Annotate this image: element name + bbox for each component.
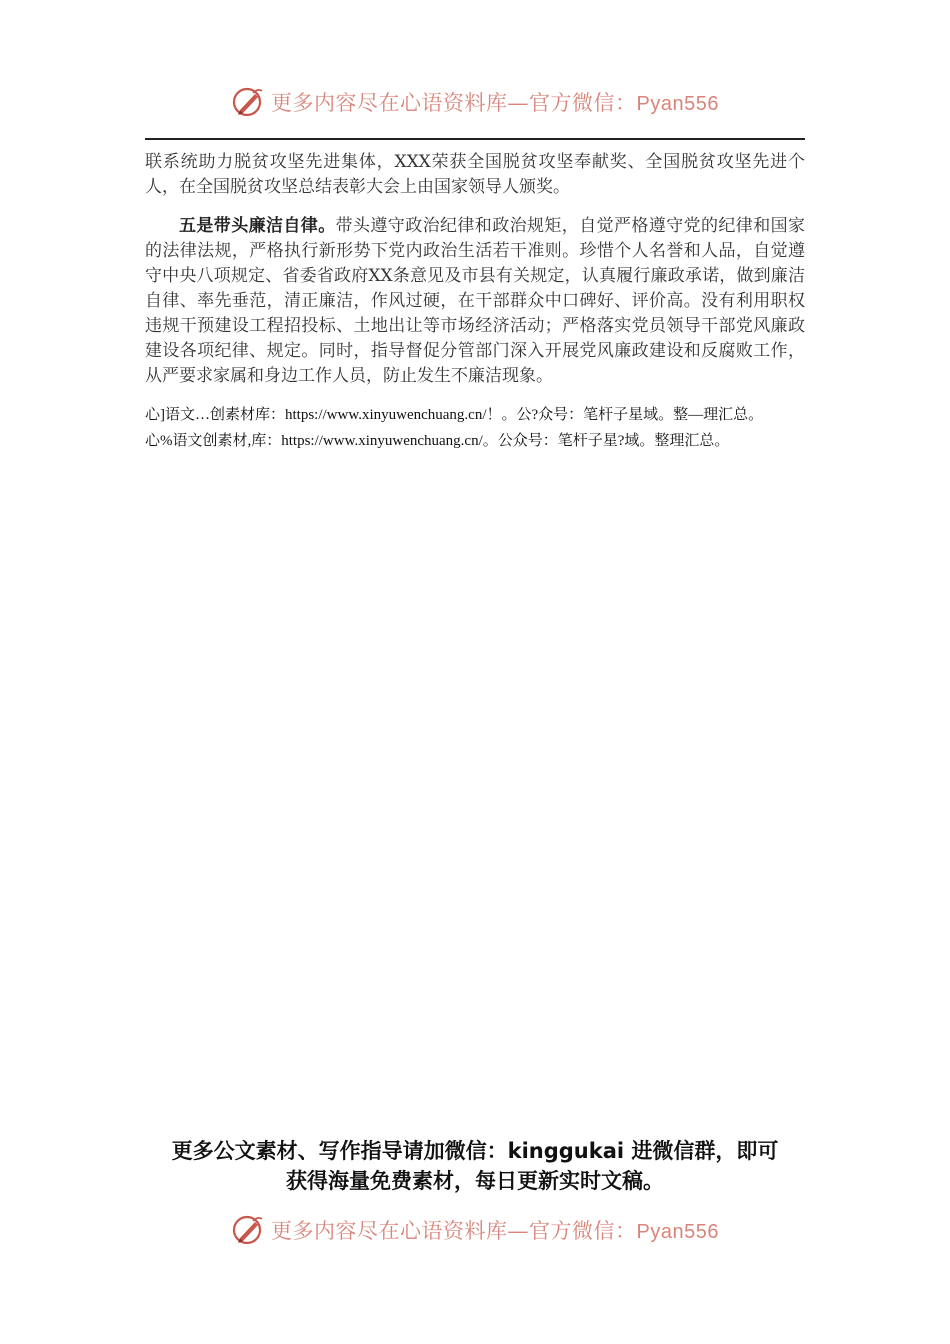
footer-promo <box>145 1136 805 1196</box>
document-body <box>145 150 805 453</box>
footer-wechat-id: Pyan556 <box>636 1221 719 1243</box>
wechat-id: Pyan556 <box>636 93 719 115</box>
pen-logo-icon <box>231 1213 265 1247</box>
header-banner <box>0 82 950 122</box>
pen-logo-icon <box>231 85 265 119</box>
paragraph-1: 联系统助力脱贫攻坚先进集体，XXX荣获全国脱贫攻坚奉献奖、全国脱贫攻坚先进个人，在全国脱贫攻坚总结表彰大会上由国家领导人颁奖。 <box>145 152 805 197</box>
source-note-1: 心]语文…创素材库：https://www.xinyuwenchuang.cn/！。公?众号：笔杆子星域。整—理汇总。 <box>145 407 764 423</box>
footer-banner <box>0 1210 950 1250</box>
paragraph-2-text: 带头遵守政治纪律和政治规矩，自觉严格遵守党的纪律和国家的法律法规，严格执行新形势下党内政治生活若干准则。珍惜个人名誉和人品，自觉遵守中央八项规定、省委省政府XX条意见及市县有关规定，认真履行廉政承诺，做到廉洁自律、率先垂范，清正廉洁，作风过硬，在干部群众中口碑好、评价高。没有利用职权违规干预建设工程招投标、土地出让等市场经济活动；严格落实党员领导干部党风廉政建设各项纪律、规定。同时，指导督促分管部门深入开展党风廉政建设和反腐败工作，从严要求家属和身边工作人员，防止发生不廉洁现象。 <box>145 216 806 386</box>
promo-line-2: 获得海量免费素材，每日更新实时文稿。 <box>286 1169 664 1193</box>
footer-banner-text: 更多内容尽在心语资料库—官方微信： <box>271 1219 637 1243</box>
banner-title <box>271 87 719 117</box>
banner-text: 更多内容尽在心语资料库—官方微信： <box>271 91 637 115</box>
paragraph-2-heading: 五是带头廉洁自律。 <box>179 216 336 236</box>
footer-banner-title <box>271 1215 719 1245</box>
source-note-2: 心%语文创素材,库：https://www.xinyuwenchuang.cn/。公众号：笔杆子星?域。整理汇总。 <box>145 433 730 449</box>
header-rule <box>145 138 805 140</box>
promo-line-1: 更多公文素材、写作指导请加微信：kinggukai 进微信群，即可 <box>171 1139 779 1163</box>
paragraph-2 <box>145 214 805 389</box>
